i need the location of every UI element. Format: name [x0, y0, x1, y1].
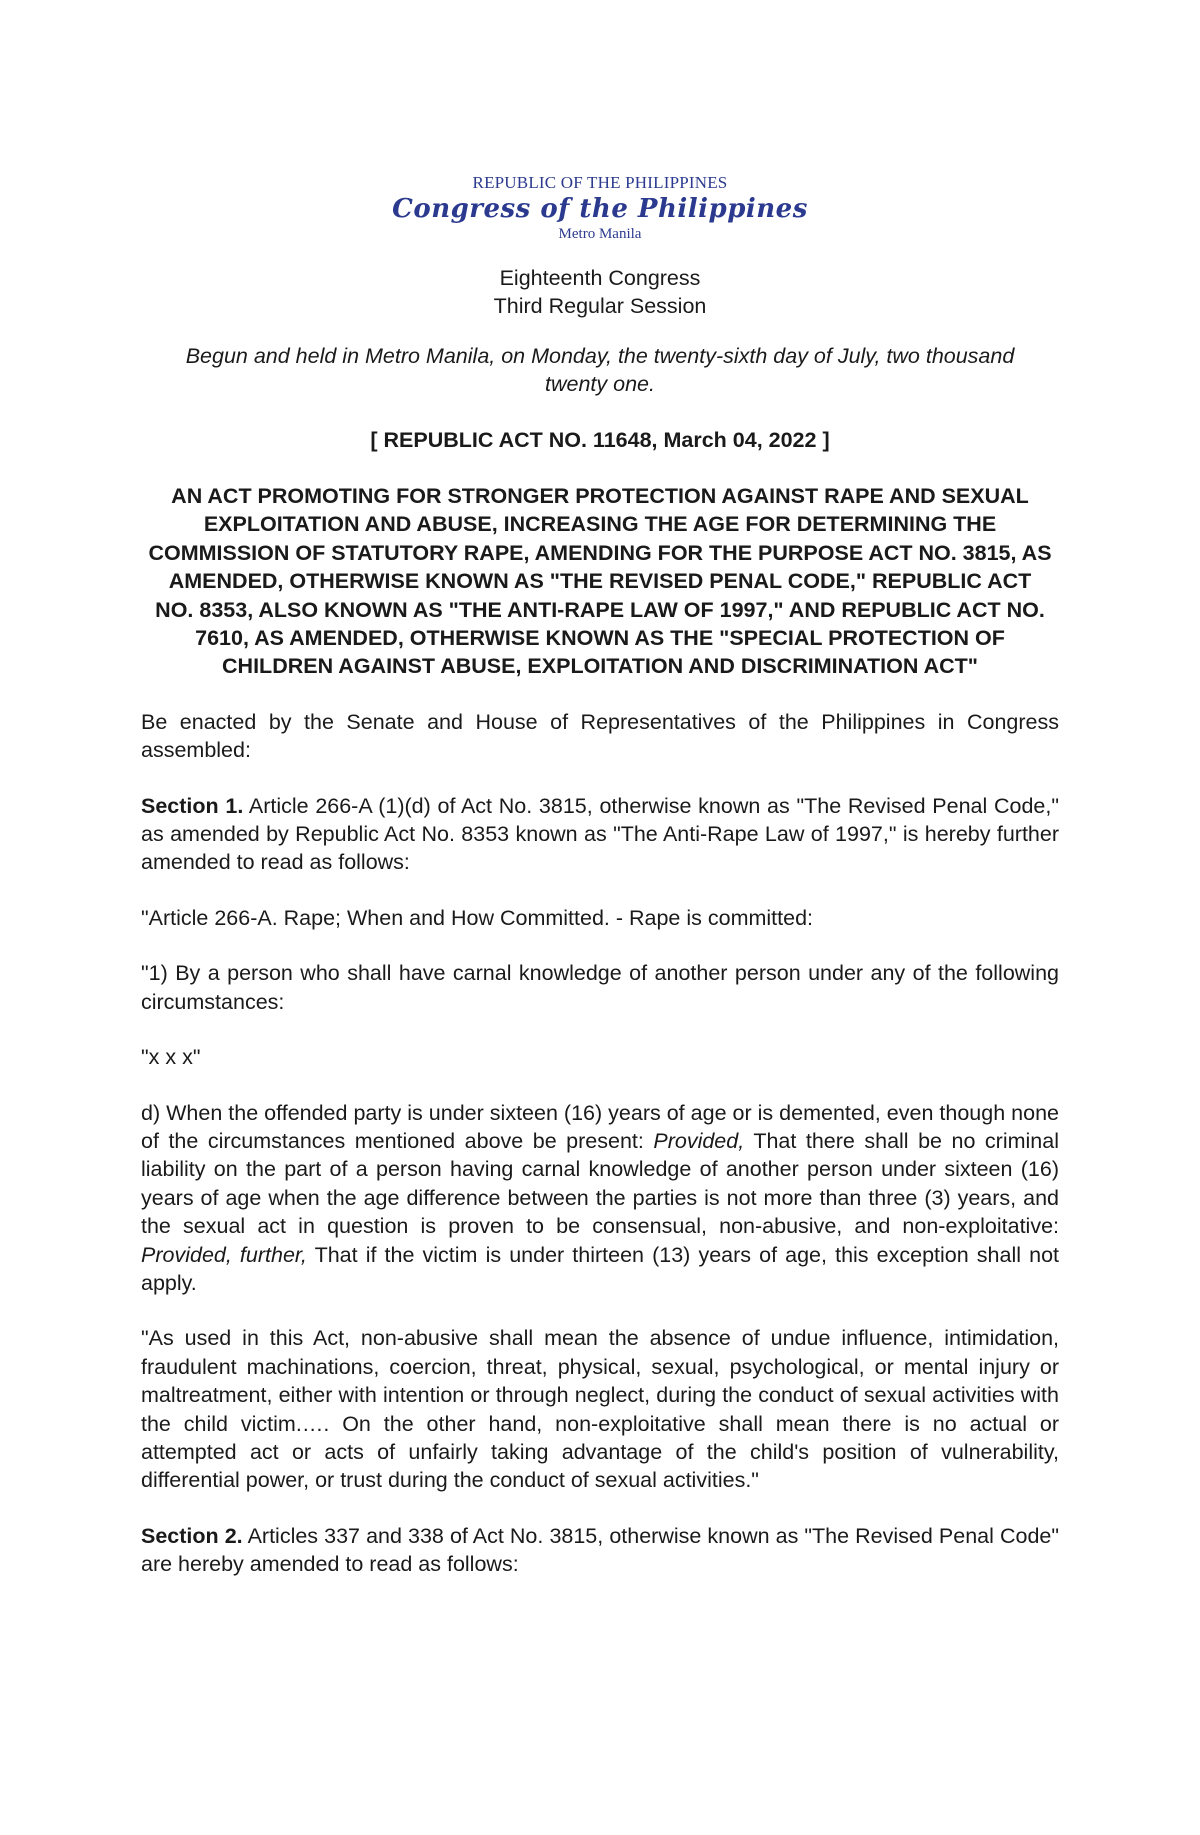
ellipsis: "x x x" [141, 1045, 201, 1070]
section-1-heading: Section 1. [141, 793, 244, 818]
clause-d-part1: d) When the offended party is under sixteen (16) years of age or is demented, even though none of the circumstances mentioned above be present: [141, 1100, 1059, 1153]
section-2-heading: Section 2. [141, 1523, 243, 1548]
section-2 [141, 1522, 1059, 1579]
clause-d [141, 1099, 1059, 1298]
definitions: "As used in this Act, non-abusive shall mean the absence of undue influence, intimidation, fraudulent machinations, coercion, threat, physical, sexual, psychological, or mental injury or maltreatment, either with intention or through neglect, during the conduct of sexual activities with the child victim.…. On the other hand, non-exploitative shall mean there is no actual or attempted act or acts of unfairly taking advantage of the child's position of vulnerability, differential power, or trust during the conduct of sexual activities." [141, 1326, 1059, 1493]
document-page [141, 172, 1059, 1579]
section-1-text: Article 266-A (1)(d) of Act No. 3815, otherwise known as "The Revised Penal Code," as amended by Republic Act No. 8353 known as "The Anti-Rape Law of 1997," is hereby further amended to read as follows: [141, 793, 1059, 875]
section-2-text: Articles 337 and 338 of Act No. 3815, otherwise known as "The Revised Penal Code" are hereby amended to read as follows: [141, 1523, 1059, 1577]
clause-d-provided-further: Provided, further, [141, 1242, 307, 1267]
congress-session [141, 264, 1059, 320]
letterhead-congress: Congress of the Philippines [392, 194, 808, 224]
begun-statement: Begun and held in Metro Manila, on Monday, the twenty-sixth day of July, two thousand twenty one. [185, 344, 1015, 396]
clause-d-provided: Provided, [653, 1128, 745, 1153]
act-number: [ REPUBLIC ACT NO. 11648, March 04, 2022 ] [370, 428, 830, 452]
article-heading: "Article 266-A. Rape; When and How Committed. - Rape is committed: [141, 905, 814, 930]
letterhead-location: Metro Manila [558, 226, 642, 242]
session-name: Third Regular Session [493, 294, 707, 318]
act-title: AN ACT PROMOTING FOR STRONGER PROTECTION AGAINST RAPE AND SEXUAL EXPLOITATION AND ABUSE, INCREASING THE AGE FOR DETERMINING THE COMMISSION OF STATUTORY RAPE, AMENDING FOR THE PURPOSE ACT NO. 3815, AS AMENDED, OTHERWISE KNOWN AS "THE REVISED PENAL CODE," REPUBLIC ACT NO. 8353, ALSO KNOWN AS "THE ANTI-RAPE LAW OF 1997," AND REPUBLIC ACT NO. 7610, AS AMENDED, OTHERWISE KNOWN AS THE "SPECIAL PROTECTION OF CHILDREN AGAINST ABUSE, EXPLOITATION AND DISCRIMINATION ACT" [148, 484, 1052, 679]
enacting-clause: Be enacted by the Senate and House of Representatives of the Philippines in Congress assembled: [141, 709, 1059, 763]
letterhead [141, 172, 1059, 244]
letterhead-republic: REPUBLIC OF THE PHILIPPINES [472, 173, 728, 192]
section-1 [141, 792, 1059, 877]
clause-d-part3: That if the victim is under thirteen (13) years of age, this exception shall not apply. [141, 1242, 1059, 1295]
clause-1: "1) By a person who shall have carnal knowledge of another person under any of the following circumstances: [141, 961, 1059, 1014]
clause-d-part2: That there shall be no criminal liability on the part of a person having carnal knowledge of another person under sixteen (16) years of age when the age difference between the parties is not more than three (3) years, and the sexual act in question is proven to be consensual, non-abusive, and non-exploitative: [141, 1128, 1059, 1239]
congress-number: Eighteenth Congress [499, 266, 701, 290]
